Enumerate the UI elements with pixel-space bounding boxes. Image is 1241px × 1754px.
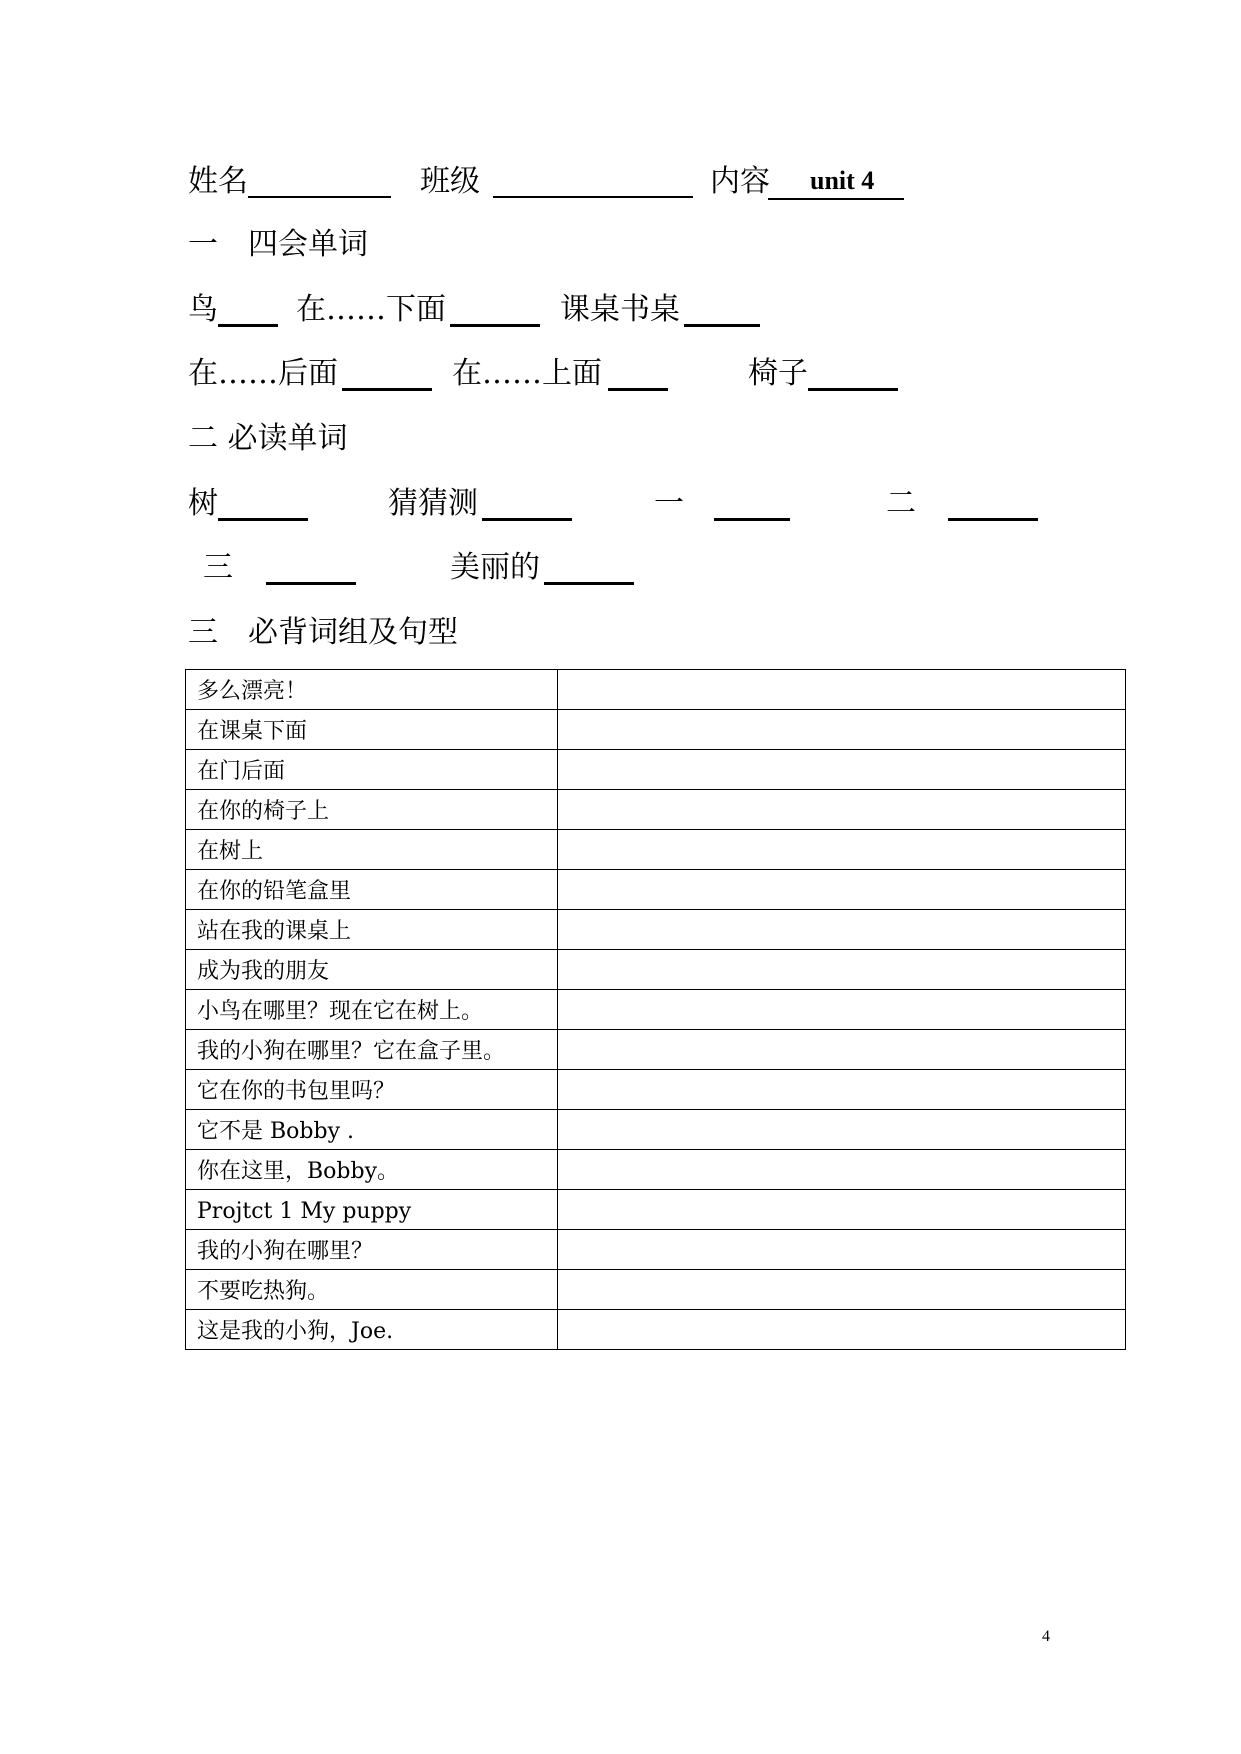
phrase-cell: 在树上 [186, 830, 558, 870]
word-beautiful: 美丽的 [450, 550, 540, 585]
answer-cell[interactable] [558, 790, 1126, 830]
table-row [186, 1070, 1126, 1110]
answer-cell[interactable] [558, 750, 1126, 790]
name-blank[interactable] [248, 166, 391, 198]
blank-one[interactable] [714, 488, 790, 521]
phrase-cell: 你在这里，Bobby。 [186, 1150, 558, 1190]
table-row [186, 1230, 1126, 1270]
answer-cell[interactable] [558, 870, 1126, 910]
phrase-cell: 它不是 Bobby . [186, 1110, 558, 1150]
answer-cell[interactable] [558, 1190, 1126, 1230]
phrase-cell: Projtct 1 My puppy [186, 1190, 558, 1230]
word-three: 三 [203, 550, 233, 585]
table-row [186, 910, 1126, 950]
blank-under[interactable] [450, 294, 540, 327]
table-row [186, 1190, 1126, 1230]
table-row [186, 790, 1126, 830]
answer-cell[interactable] [558, 990, 1126, 1030]
phrase-cell: 成为我的朋友 [186, 950, 558, 990]
phrase-cell: 站在我的课桌上 [186, 910, 558, 950]
class-blank[interactable] [493, 166, 693, 198]
table-row [186, 830, 1126, 870]
table-row [186, 1310, 1126, 1350]
blank-desk[interactable] [684, 294, 760, 327]
blank-guess[interactable] [482, 488, 572, 521]
table-row [186, 710, 1126, 750]
table-row [186, 990, 1126, 1030]
section2-title: 二 必读单词 [188, 421, 348, 456]
word-behind: 在……后面 [188, 356, 338, 391]
word-tree: 树 [188, 486, 218, 521]
table-row [186, 1110, 1126, 1150]
table-row [186, 750, 1126, 790]
blank-two[interactable] [948, 488, 1038, 521]
blank-bird[interactable] [218, 294, 278, 327]
phrases-table [185, 669, 1126, 1350]
answer-cell[interactable] [558, 1310, 1126, 1350]
word-guess: 猜猜测 [388, 486, 478, 521]
page-number: 4 [1042, 1628, 1050, 1645]
table-row [186, 950, 1126, 990]
phrase-cell: 多么漂亮！ [186, 670, 558, 710]
word-bird: 鸟 [188, 292, 218, 327]
content-label: 内容 [710, 164, 770, 199]
phrase-cell: 小鸟在哪里？现在它在树上。 [186, 990, 558, 1030]
answer-cell[interactable] [558, 910, 1126, 950]
table-row [186, 670, 1126, 710]
answer-cell[interactable] [558, 1110, 1126, 1150]
answer-cell[interactable] [558, 1150, 1126, 1190]
word-on: 在……上面 [452, 356, 602, 391]
phrase-cell: 在门后面 [186, 750, 558, 790]
phrase-cell: 我的小狗在哪里？ [186, 1230, 558, 1270]
phrase-cell: 在你的椅子上 [186, 790, 558, 830]
phrase-cell: 这是我的小狗，Joe. [186, 1310, 558, 1350]
word-chair: 椅子 [748, 356, 808, 391]
answer-cell[interactable] [558, 1030, 1126, 1070]
class-label: 班级 [420, 164, 480, 199]
phrase-cell: 不要吃热狗。 [186, 1270, 558, 1310]
phrase-cell: 在你的铅笔盒里 [186, 870, 558, 910]
blank-three[interactable] [266, 552, 356, 585]
answer-cell[interactable] [558, 670, 1126, 710]
word-one: 一 [654, 486, 684, 521]
answer-cell[interactable] [558, 1070, 1126, 1110]
table-row [186, 870, 1126, 910]
section3-title: 三 必背词组及句型 [188, 615, 458, 650]
table-row [186, 1030, 1126, 1070]
blank-tree[interactable] [218, 488, 308, 521]
section1-title: 一 四会单词 [188, 227, 368, 262]
table-row [186, 1150, 1126, 1190]
answer-cell[interactable] [558, 1230, 1126, 1270]
answer-cell[interactable] [558, 710, 1126, 750]
blank-beautiful[interactable] [544, 552, 634, 585]
content-value: unit 4 [768, 164, 904, 200]
phrase-cell: 在课桌下面 [186, 710, 558, 750]
word-desk: 课桌书桌 [560, 292, 680, 327]
word-under: 在……下面 [296, 292, 446, 327]
answer-cell[interactable] [558, 830, 1126, 870]
blank-behind[interactable] [342, 358, 432, 391]
name-label: 姓名 [188, 164, 248, 199]
answer-cell[interactable] [558, 950, 1126, 990]
phrase-cell: 它在你的书包里吗？ [186, 1070, 558, 1110]
table-row [186, 1270, 1126, 1310]
blank-chair[interactable] [808, 358, 898, 391]
word-two: 二 [886, 486, 916, 521]
phrase-cell: 我的小狗在哪里？它在盒子里。 [186, 1030, 558, 1070]
answer-cell[interactable] [558, 1270, 1126, 1310]
blank-on[interactable] [608, 358, 668, 391]
